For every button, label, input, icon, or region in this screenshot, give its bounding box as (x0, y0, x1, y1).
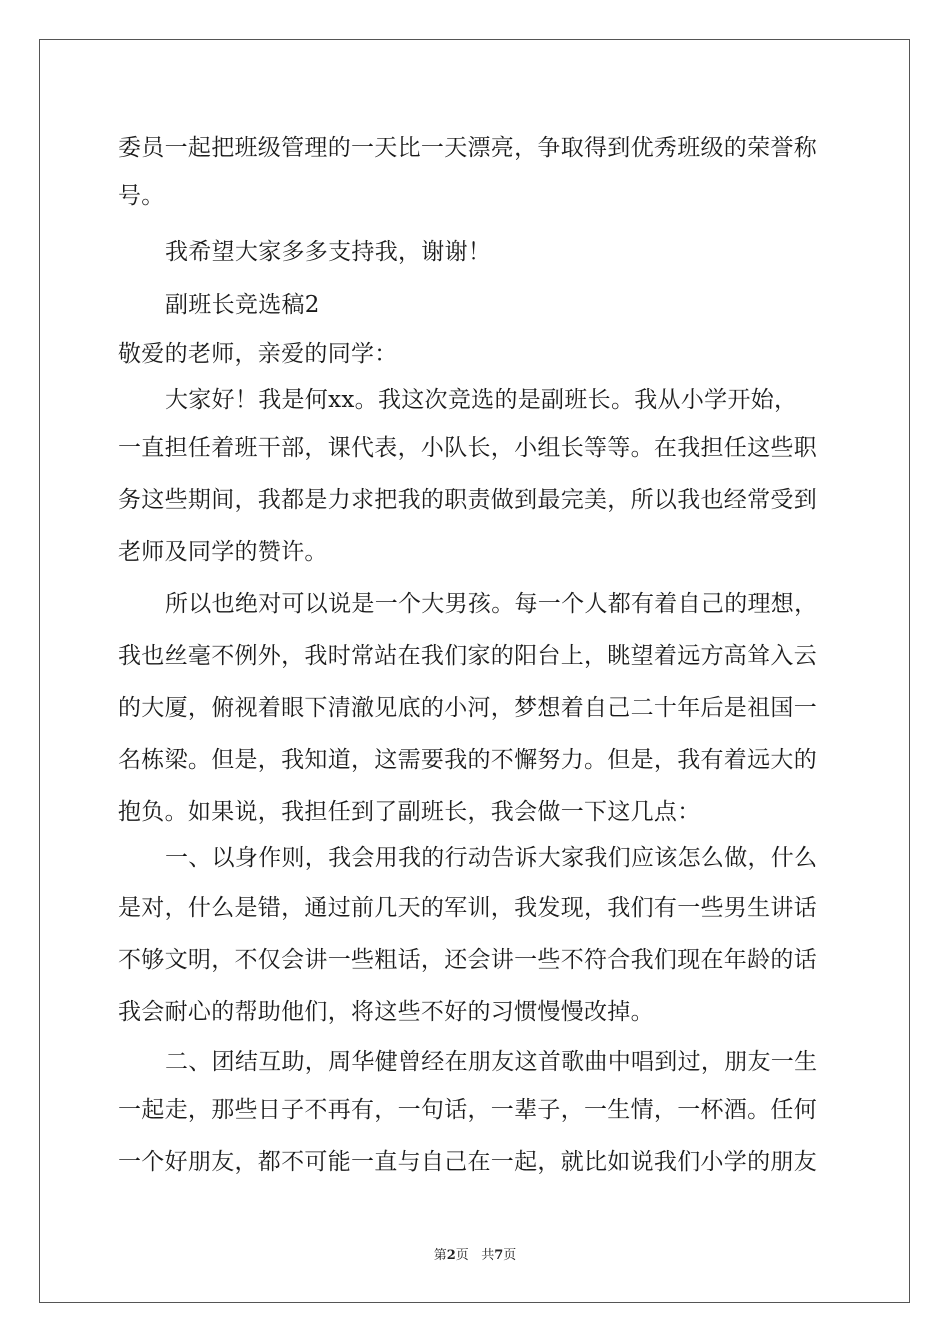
text-line: 一个好朋友，都不可能一直与自己在一起，就比如说我们小学的朋友 (118, 1149, 817, 1175)
text-line: 的大厦，俯视着眼下清澈见底的小河，梦想着自己二十年后是祖国一 (118, 695, 817, 721)
page-mid: 页 共 (455, 1248, 495, 1263)
text-line: 一直担任着班干部，课代表，小队长，小组长等等。在我担任这些职 (118, 435, 817, 461)
text-line: 老师及同学的赞许。 (118, 539, 328, 565)
text-line: 名栋梁。但是，我知道，这需要我的不懈努力。但是，我有着远大的 (118, 747, 817, 773)
text-line: 务这些期间，我都是力求把我的职责做到最完美，所以我也经常受到 (118, 487, 817, 513)
text-line: 二、团结互助，周华健曾经在朋友这首歌曲中唱到过，朋友一生 (165, 1049, 818, 1075)
text-line: 一起走，那些日子不再有，一句话，一辈子，一生情，一杯酒。任何 (118, 1097, 817, 1123)
page-footer (0, 1248, 950, 1264)
text-line: 所以也绝对可以说是一个大男孩。每一个人都有着自己的理想， (165, 591, 818, 617)
text-line: 我希望大家多多支持我，谢谢！ (165, 239, 492, 265)
text-line: 号。 (118, 183, 165, 209)
text-line: 委员一起把班级管理的一天比一天漂亮，争取得到优秀班级的荣誉称 (118, 135, 817, 161)
current-page-number: 2 (446, 1248, 456, 1263)
text-line: 我会耐心的帮助他们，将这些不好的习惯慢慢改掉。 (118, 999, 654, 1025)
page-suffix: 页 (503, 1248, 517, 1263)
total-page-number: 7 (494, 1248, 504, 1263)
text-line: 是对，什么是错，通过前几天的军训，我发现，我们有一些男生讲话 (118, 895, 817, 921)
salutation: 敬爱的老师，亲爱的同学： (118, 341, 398, 367)
text-line: 不够文明，不仅会讲一些粗话，还会讲一些不符合我们现在年龄的话 (118, 947, 817, 973)
text-line: 我也丝毫不例外，我时常站在我们家的阳台上，眺望着远方高耸入云 (118, 643, 817, 669)
text-line: 抱负。如果说，我担任到了副班长，我会做一下这几点： (118, 799, 701, 825)
section-title: 副班长竞选稿2 (165, 292, 320, 318)
text-line: 大家好！我是何xx。我这次竞选的是副班长。我从小学开始， (165, 387, 798, 413)
page-prefix: 第 (433, 1248, 447, 1263)
text-line: 一、以身作则，我会用我的行动告诉大家我们应该怎么做，什么 (165, 845, 818, 871)
